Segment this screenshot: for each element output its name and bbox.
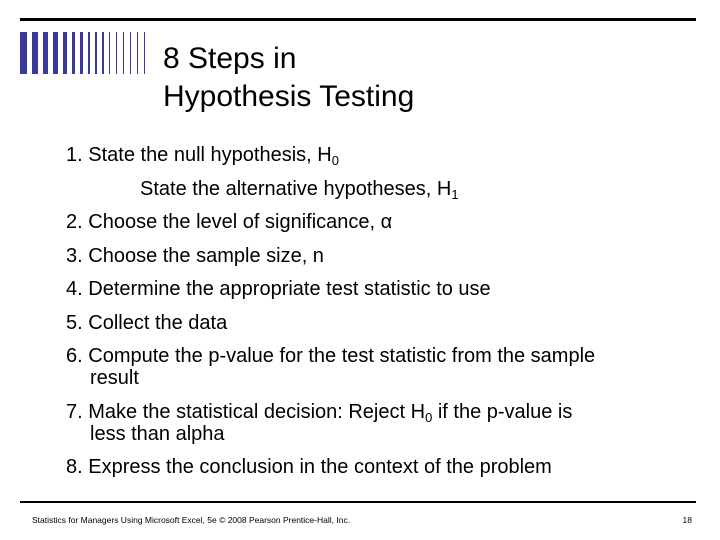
step-text: Choose the level of significance, α xyxy=(88,211,393,233)
step-item xyxy=(66,456,706,478)
step-item xyxy=(66,278,706,300)
step-text: Compute the p-value for the test statistic from the sample xyxy=(88,345,596,367)
title-line-1: 8 Steps in xyxy=(163,42,297,75)
deco-bar xyxy=(88,32,90,74)
deco-bar xyxy=(53,32,58,74)
deco-bar xyxy=(80,32,83,74)
step-text: Express the conclusion in the context of the problem xyxy=(88,456,552,478)
step-item xyxy=(66,144,706,166)
deco-bar xyxy=(116,32,117,74)
title-line-2: Hypothesis Testing xyxy=(163,80,415,113)
step-item xyxy=(66,245,706,267)
deco-bar xyxy=(20,32,27,74)
step-number: 1. xyxy=(66,144,83,166)
deco-bar xyxy=(137,32,138,74)
step-item xyxy=(66,211,706,233)
step-number: 5. xyxy=(66,311,83,334)
subscript: 1 xyxy=(451,186,459,202)
deco-bar xyxy=(130,32,131,74)
step-text: Choose the sample size, n xyxy=(88,244,324,267)
deco-bar xyxy=(123,32,124,74)
deco-bar xyxy=(95,32,97,74)
deco-bar xyxy=(32,32,38,74)
step-item xyxy=(66,312,706,334)
step-text: Make the statistical decision: Reject H xyxy=(88,400,426,423)
page-title xyxy=(163,40,414,116)
step-item xyxy=(66,401,706,445)
deco-bar xyxy=(109,32,110,74)
step-text: State the alternative hypotheses, H xyxy=(140,177,452,200)
step-number: 8. xyxy=(66,456,83,478)
step-continuation: result xyxy=(90,367,139,389)
step-number: 6. xyxy=(66,345,83,367)
step-number: 7. xyxy=(66,400,83,423)
step-number: 4. xyxy=(66,278,83,300)
step-number: 3. xyxy=(66,244,83,267)
page-number: 18 xyxy=(682,515,692,525)
decorative-bars xyxy=(20,32,152,74)
step-text: Determine the appropriate test statistic to use xyxy=(88,278,491,300)
footer-text: Statistics for Managers Using Microsoft Excel, 5e © 2008 Pearson Prentice-Hall, Inc. xyxy=(32,515,351,525)
steps-list xyxy=(66,144,706,490)
step-text: Collect the data xyxy=(88,311,228,334)
step-continuation: less than alpha xyxy=(90,422,225,445)
step-text-after: if the p-value is xyxy=(432,400,573,423)
deco-bar xyxy=(144,32,145,74)
deco-bar xyxy=(102,32,104,74)
deco-bar xyxy=(43,32,48,74)
subscript: 0 xyxy=(425,409,433,425)
top-rule xyxy=(20,18,696,21)
step-text: State the null hypothesis, H xyxy=(88,144,332,166)
deco-bar xyxy=(72,32,75,74)
step-item xyxy=(66,345,706,389)
subscript: 0 xyxy=(331,153,339,168)
step-item xyxy=(66,178,706,200)
bottom-rule xyxy=(20,501,696,503)
step-number: 2. xyxy=(66,211,83,233)
deco-bar xyxy=(63,32,67,74)
